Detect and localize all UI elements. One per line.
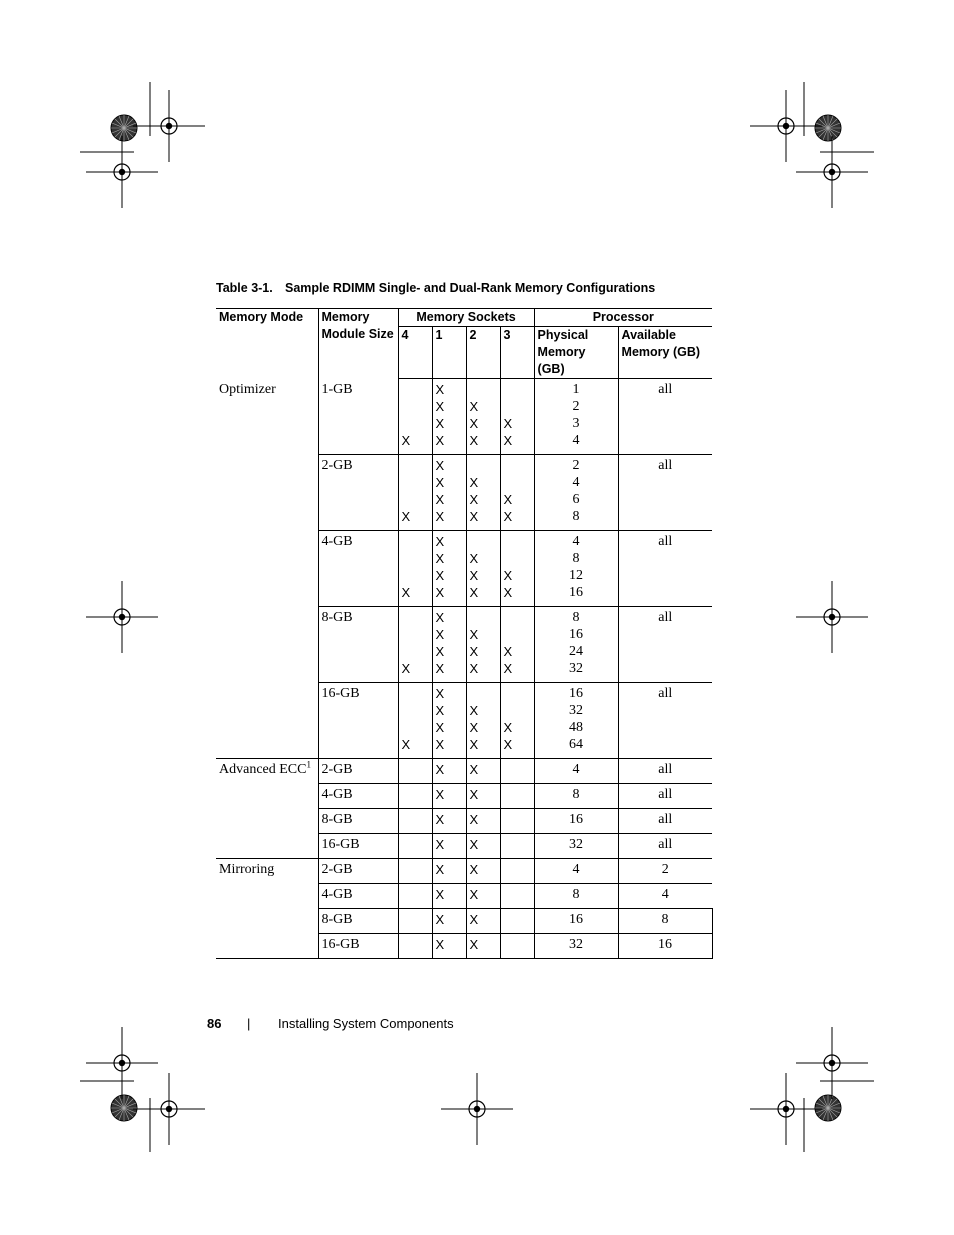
socket-1-cell: X X X X [432, 455, 466, 531]
header-available-memory: Available Memory (GB) [618, 327, 712, 379]
socket-3-cell: X X [500, 531, 534, 607]
socket-3-cell [500, 934, 534, 959]
socket-2-cell: X X X [466, 379, 500, 455]
socket-2-cell: X [466, 784, 500, 809]
module-size-cell: 1-GB [318, 379, 398, 455]
header-socket-4: 4 [398, 327, 432, 379]
socket-2-cell: X X X [466, 455, 500, 531]
socket-1-cell: X X X X [432, 607, 466, 683]
available-memory-cell: 4 [618, 884, 712, 909]
table-title: Sample RDIMM Single- and Dual-Rank Memory Configurations [285, 281, 656, 295]
socket-3-cell [500, 884, 534, 909]
available-memory-cell: 8 [618, 909, 712, 934]
socket-4-cell [398, 909, 432, 934]
table-row [216, 859, 712, 884]
module-size-cell: 4-GB [318, 784, 398, 809]
header-memory-sockets: Memory Sockets [398, 309, 534, 327]
module-size-cell: 8-GB [318, 607, 398, 683]
module-size-cell: 2-GB [318, 455, 398, 531]
table-number: Table 3-1. [216, 281, 273, 295]
table-caption [216, 281, 711, 295]
available-memory-cell: 2 [618, 859, 712, 884]
physical-memory-cell: 32 [534, 934, 618, 959]
socket-2-cell: X [466, 934, 500, 959]
socket-3-cell [500, 909, 534, 934]
socket-4-cell [398, 859, 432, 884]
header-socket-2: 2 [466, 327, 500, 379]
available-memory-cell: all [618, 784, 712, 809]
physical-memory-cell: 16 [534, 909, 618, 934]
available-memory-cell: all [618, 683, 712, 759]
module-size-cell: 2-GB [318, 859, 398, 884]
socket-2-cell: X [466, 759, 500, 784]
available-memory-cell: all [618, 809, 712, 834]
physical-memory-cell: 1 2 3 4 [534, 379, 618, 455]
socket-4-cell [398, 934, 432, 959]
available-memory-cell: all [618, 834, 712, 859]
header-memory-mode: Memory Mode [216, 309, 318, 379]
socket-3-cell: X X [500, 455, 534, 531]
module-size-cell: 16-GB [318, 683, 398, 759]
socket-3-cell: X X [500, 379, 534, 455]
socket-4-cell: X [398, 379, 432, 455]
memory-mode-label: Mirroring [219, 862, 275, 877]
header-physical-memory: Physical Memory (GB) [534, 327, 618, 379]
socket-3-cell [500, 784, 534, 809]
socket-1-cell: X X X X [432, 379, 466, 455]
socket-4-cell: X [398, 531, 432, 607]
module-size-cell: 2-GB [318, 759, 398, 784]
physical-memory-cell: 4 [534, 859, 618, 884]
socket-4-cell [398, 884, 432, 909]
physical-memory-cell: 2 4 6 8 [534, 455, 618, 531]
memory-mode-label: Advanced ECC [219, 762, 307, 777]
socket-1-cell: X [432, 884, 466, 909]
socket-3-cell: X X [500, 683, 534, 759]
available-memory-cell: all [618, 607, 712, 683]
page-number: 86 [207, 1016, 222, 1031]
socket-2-cell: X [466, 809, 500, 834]
socket-3-cell [500, 834, 534, 859]
memory-configuration-table [216, 308, 713, 959]
socket-2-cell: X X X [466, 531, 500, 607]
module-size-cell: 4-GB [318, 884, 398, 909]
physical-memory-cell: 4 8 12 16 [534, 531, 618, 607]
memory-mode-cell [216, 859, 318, 959]
footnote-marker: 1 [306, 759, 311, 770]
available-memory-cell: all [618, 531, 712, 607]
memory-mode-cell [216, 759, 318, 859]
socket-4-cell: X [398, 683, 432, 759]
memory-mode-label: Optimizer [219, 381, 276, 397]
header-socket-3: 3 [500, 327, 534, 379]
footer-separator: | [247, 1016, 251, 1031]
socket-3-cell: X X [500, 607, 534, 683]
socket-1-cell: X [432, 809, 466, 834]
available-memory-cell: all [618, 455, 712, 531]
socket-3-cell [500, 809, 534, 834]
socket-1-cell: X [432, 759, 466, 784]
physical-memory-cell: 16 32 48 64 [534, 683, 618, 759]
module-size-cell: 16-GB [318, 834, 398, 859]
socket-3-cell [500, 859, 534, 884]
socket-1-cell: X [432, 934, 466, 959]
module-size-cell: 8-GB [318, 909, 398, 934]
socket-4-cell [398, 784, 432, 809]
socket-1-cell: X [432, 909, 466, 934]
socket-2-cell: X [466, 834, 500, 859]
socket-3-cell [500, 759, 534, 784]
socket-4-cell: X [398, 455, 432, 531]
module-size-cell: 16-GB [318, 934, 398, 959]
socket-2-cell: X [466, 859, 500, 884]
socket-4-cell: X [398, 607, 432, 683]
table-row [216, 759, 712, 784]
physical-memory-cell: 8 [534, 884, 618, 909]
socket-1-cell: X [432, 784, 466, 809]
available-memory-cell: 16 [618, 934, 712, 959]
module-size-cell: 4-GB [318, 531, 398, 607]
memory-mode-cell [216, 379, 318, 759]
table-row [216, 379, 712, 455]
header-processor: Processor [534, 309, 712, 327]
section-title: Installing System Components [278, 1016, 454, 1031]
socket-2-cell: X [466, 909, 500, 934]
physical-memory-cell: 4 [534, 759, 618, 784]
socket-2-cell: X [466, 884, 500, 909]
socket-2-cell: X X X [466, 607, 500, 683]
socket-1-cell: X [432, 859, 466, 884]
module-size-cell: 8-GB [318, 809, 398, 834]
socket-1-cell: X X X X [432, 531, 466, 607]
physical-memory-cell: 8 [534, 784, 618, 809]
socket-4-cell [398, 834, 432, 859]
socket-2-cell: X X X [466, 683, 500, 759]
socket-4-cell [398, 809, 432, 834]
header-module-size: Memory Module Size [318, 309, 398, 379]
available-memory-cell: all [618, 379, 712, 455]
available-memory-cell: all [618, 759, 712, 784]
header-socket-1: 1 [432, 327, 466, 379]
physical-memory-cell: 32 [534, 834, 618, 859]
physical-memory-cell: 16 [534, 809, 618, 834]
physical-memory-cell: 8 16 24 32 [534, 607, 618, 683]
socket-4-cell [398, 759, 432, 784]
socket-1-cell: X [432, 834, 466, 859]
socket-1-cell: X X X X [432, 683, 466, 759]
